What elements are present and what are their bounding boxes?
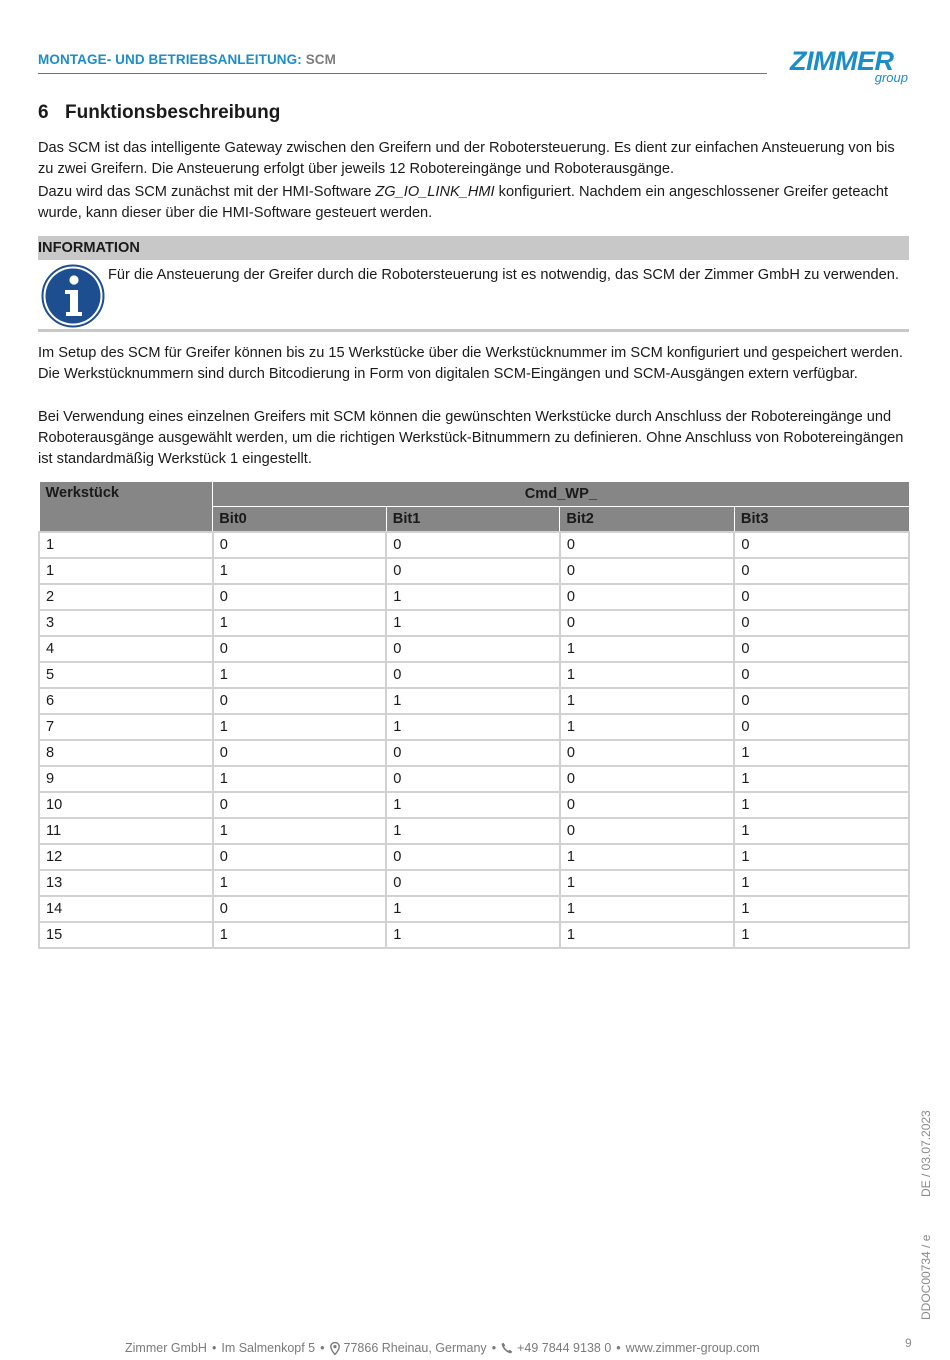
bit-cell: 0 (386, 766, 560, 792)
section-number: 6 (38, 102, 49, 123)
table-row (39, 792, 909, 818)
bit-cell: 1 (386, 584, 560, 610)
table-row (39, 662, 909, 688)
table-row (39, 558, 909, 584)
bit-cell: 1 (734, 766, 909, 792)
werkstueck-cell: 6 (39, 688, 213, 714)
footer-company: Zimmer GmbH (125, 1341, 207, 1355)
workpiece-bit-table (38, 481, 910, 949)
column-group-header: Cmd_WP_ (213, 482, 909, 507)
bit-cell: 0 (386, 844, 560, 870)
zimmer-group-logo (790, 46, 912, 88)
bit-cell: 0 (213, 896, 387, 922)
column-header-bit1: Bit1 (386, 507, 560, 533)
table-row (39, 818, 909, 844)
bit-cell: 0 (560, 532, 735, 558)
header-manual-title: MONTAGE- UND BETRIEBSANLEITUNG (38, 52, 298, 67)
header-separator: : (297, 52, 306, 67)
bit-cell: 0 (734, 636, 909, 662)
document-code: DDOC00734 / e (919, 1234, 933, 1320)
bit-cell: 0 (734, 558, 909, 584)
section-title: Funktionsbeschreibung (65, 102, 281, 123)
bit-cell: 1 (213, 558, 387, 584)
information-text: Für die Ansteuerung der Greifer durch die Robotersteuerung ist es notwendig, das SCM der Zimmer GmbH zu verwenden. (108, 267, 899, 283)
bit-cell: 0 (734, 584, 909, 610)
werkstueck-cell: 14 (39, 896, 213, 922)
bit-cell: 1 (734, 844, 909, 870)
werkstueck-cell: 2 (39, 584, 213, 610)
hmi-software-name: ZG_IO_LINK_HMI (375, 184, 495, 200)
document-date: DE / 03.07.2023 (919, 1110, 933, 1197)
bit-cell: 1 (386, 896, 560, 922)
bit-cell: 0 (560, 766, 735, 792)
werkstueck-cell: 12 (39, 844, 213, 870)
logo-word: ZIMMER (790, 46, 894, 76)
header-rule (38, 73, 767, 74)
footer-street: Im Salmenkopf 5 (221, 1341, 316, 1355)
bit-cell: 0 (560, 584, 735, 610)
bit-cell: 0 (386, 870, 560, 896)
werkstueck-cell: 1 (39, 558, 213, 584)
bit-cell: 1 (734, 896, 909, 922)
table-row (39, 714, 909, 740)
bit-cell: 1 (213, 766, 387, 792)
document-header-title (38, 52, 336, 67)
bit-cell: 0 (213, 688, 387, 714)
bit-cell: 1 (213, 714, 387, 740)
table-row (39, 870, 909, 896)
bit-cell: 1 (213, 922, 387, 948)
bit-cell: 1 (213, 662, 387, 688)
footer-phone: +49 7844 9138 0 (517, 1341, 612, 1355)
werkstueck-cell: 4 (39, 636, 213, 662)
setup-paragraph: Im Setup des SCM für Greifer können bis zu 15 Werkstücke über die Werkstücknummer im SCM konfiguriert und gespeichert werden. Die Werkstücknummern sind durch Bitcodierung in Form von digitalen SCM-Eingängen und SCM-Ausgängen extern verfügbar. (38, 345, 903, 382)
bit-cell: 0 (386, 662, 560, 688)
column-header-bit2: Bit2 (560, 507, 735, 533)
werkstueck-cell: 3 (39, 610, 213, 636)
bit-cell: 1 (734, 922, 909, 948)
bit-cell: 1 (560, 922, 735, 948)
footer-bullet: • (211, 1341, 217, 1355)
bit-cell: 0 (734, 662, 909, 688)
bit-cell: 0 (734, 532, 909, 558)
bit-cell: 1 (386, 922, 560, 948)
werkstueck-cell: 10 (39, 792, 213, 818)
bit-cell: 1 (560, 896, 735, 922)
bit-cell: 0 (560, 610, 735, 636)
bit-cell: 1 (213, 818, 387, 844)
werkstueck-cell: 11 (39, 818, 213, 844)
table-row (39, 844, 909, 870)
section-heading (38, 102, 280, 124)
footer-bullet: • (616, 1341, 621, 1355)
bit-cell: 0 (213, 532, 387, 558)
bit-cell: 1 (560, 870, 735, 896)
table-row (39, 766, 909, 792)
bit-cell: 1 (734, 792, 909, 818)
phone-icon (501, 1342, 513, 1354)
bit-cell: 0 (560, 818, 735, 844)
table-row (39, 922, 909, 948)
information-label: INFORMATION (38, 240, 140, 256)
werkstueck-cell: 8 (39, 740, 213, 766)
footer-bullet: • (320, 1341, 325, 1355)
bit-cell: 0 (560, 740, 735, 766)
bit-cell: 0 (734, 714, 909, 740)
bit-cell: 1 (734, 818, 909, 844)
table-row (39, 688, 909, 714)
werkstueck-cell: 7 (39, 714, 213, 740)
bit-cell: 0 (213, 584, 387, 610)
logo-sub: group (874, 70, 908, 85)
bit-cell: 0 (213, 740, 387, 766)
bit-cell: 1 (560, 688, 735, 714)
bit-cell: 0 (386, 558, 560, 584)
table-row (39, 610, 909, 636)
table-body (39, 532, 909, 948)
table-row (39, 636, 909, 662)
column-header-bit0: Bit0 (213, 507, 387, 533)
hmi-paragraph-start: Dazu wird das SCM zunächst mit der HMI-Software (38, 184, 376, 200)
bit-cell: 0 (213, 792, 387, 818)
bit-cell: 1 (386, 610, 560, 636)
bit-cell: 1 (386, 792, 560, 818)
table-row (39, 896, 909, 922)
werkstueck-cell: 5 (39, 662, 213, 688)
werkstueck-cell: 9 (39, 766, 213, 792)
werkstueck-cell: 13 (39, 870, 213, 896)
single-gripper-paragraph: Bei Verwendung eines einzelnen Greifers mit SCM können die gewünschten Werkstücke durch Anschluss der Robotereingänge und Roboterausgänge ausgewählt werden, um die richtigen Werkstück-Bitnummern zu definieren. Ohne Anschluss von Robotereingängen ist standardmäßig Werkstück 1 eingestellt. (38, 409, 904, 467)
hmi-paragraph (38, 182, 910, 224)
bit-cell: 0 (386, 532, 560, 558)
intro-paragraph: Das SCM ist das intelligente Gateway zwischen den Greifern und der Robotersteuerung. Es dient zur einfachen Ansteuerung von bis zu zwei Greifern. Die Ansteuerung erfolgt über jeweils 12 Robotereingänge und Roboterausgänge. (38, 140, 895, 177)
table-row (39, 740, 909, 766)
bit-cell: 0 (560, 558, 735, 584)
footer-bullet: • (491, 1341, 497, 1355)
bit-cell: 1 (560, 714, 735, 740)
table-row (39, 532, 909, 558)
bit-cell: 0 (213, 636, 387, 662)
information-rule (38, 329, 909, 332)
column-header-werkstueck: Werkstück (39, 482, 213, 533)
footer-website: www.zimmer-group.com (625, 1341, 760, 1355)
bit-cell: 0 (560, 792, 735, 818)
bit-cell: 1 (560, 636, 735, 662)
hmi-paragraph-end: konfiguriert. Nachdem ein angeschlossener Greifer geteacht wurde, kann dieser über die HMI-Software gesteuert werden. (38, 184, 889, 221)
column-header-bit3: Bit3 (734, 507, 909, 533)
bit-cell: 0 (734, 688, 909, 714)
bit-cell: 1 (213, 610, 387, 636)
bit-cell: 0 (386, 636, 560, 662)
bit-cell: 1 (386, 714, 560, 740)
table-row (39, 584, 909, 610)
bit-cell: 1 (734, 740, 909, 766)
bit-cell: 1 (213, 870, 387, 896)
werkstueck-cell: 1 (39, 532, 213, 558)
bit-cell: 0 (213, 844, 387, 870)
header-document-name: SCM (305, 52, 337, 67)
location-pin-icon (330, 1342, 340, 1355)
bit-cell: 1 (386, 818, 560, 844)
footer-city: 77866 Rheinau, Germany (343, 1341, 487, 1355)
footer (125, 1341, 760, 1355)
bit-cell: 1 (734, 870, 909, 896)
werkstueck-cell: 15 (39, 922, 213, 948)
bit-cell: 1 (560, 844, 735, 870)
bit-cell: 1 (386, 688, 560, 714)
bit-cell: 0 (734, 610, 909, 636)
bit-cell: 1 (560, 662, 735, 688)
bit-cell: 0 (386, 740, 560, 766)
info-icon (41, 264, 105, 328)
page-number: 9 (905, 1336, 912, 1350)
information-bar (38, 236, 909, 260)
